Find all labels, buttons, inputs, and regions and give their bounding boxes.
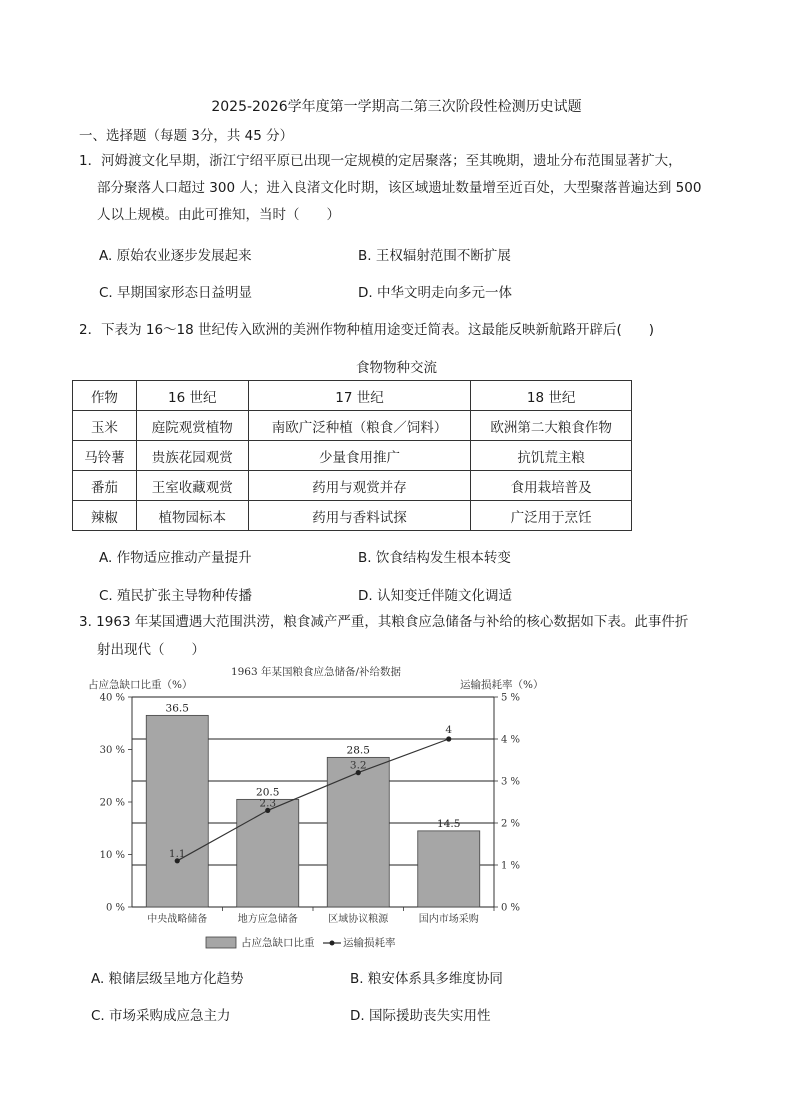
q2-option-a[interactable]: A. 作物适应推动产量提升 bbox=[99, 550, 252, 566]
table-cell: 欧洲第二大粮食作物 bbox=[471, 411, 632, 441]
right-axis-tick-label: 0 % bbox=[501, 902, 521, 914]
q2-option-b[interactable]: B. 饮食结构发生根本转变 bbox=[358, 550, 511, 566]
q3-stem-line-2: 射出现代（ ） bbox=[97, 642, 205, 658]
crop-table bbox=[72, 380, 632, 531]
q1-option-a[interactable]: A. 原始农业逐步发展起来 bbox=[99, 248, 252, 264]
table-cell: 马铃薯 bbox=[73, 441, 137, 471]
bar-4 bbox=[418, 831, 480, 907]
table-cell: 广泛用于烹饪 bbox=[471, 501, 632, 531]
table-cell: 南欧广泛种植（粮食／饲料） bbox=[248, 411, 471, 441]
q3-option-b[interactable]: B. 粮安体系具多维度协同 bbox=[350, 971, 503, 987]
q3-stem-line-1: 3. 1963 年某国遭遇大范围洪涝，粮食减产严重，其粮食应急储备与补给的核心数据如下表。此事件折 bbox=[79, 614, 689, 630]
category-label: 区域协议粮源 bbox=[328, 914, 389, 925]
q3-option-a[interactable]: A. 粮储层级呈地方化趋势 bbox=[91, 971, 244, 987]
q1-option-c[interactable]: C. 早期国家形态日益明显 bbox=[99, 285, 253, 301]
table-cell: 贵族花园观赏 bbox=[136, 441, 248, 471]
table-header-cell: 17 世纪 bbox=[248, 381, 471, 411]
loss-rate-label: 1.1 bbox=[168, 847, 186, 860]
legend-bar-label: 占应急缺口比重 bbox=[241, 937, 315, 949]
table-cell: 王室收藏观赏 bbox=[136, 471, 248, 501]
q2-table-title: 食物物种交流 bbox=[356, 360, 437, 376]
q2-stem: 2．下表为 16～18 世纪传入欧洲的美洲作物种植用途变迁简表。这最能反映新航路开辟后( ) bbox=[79, 322, 655, 338]
loss-rate-label: 3.2 bbox=[349, 759, 367, 772]
table-cell: 少量食用推广 bbox=[248, 441, 471, 471]
left-axis-tick-label: 20 % bbox=[99, 797, 125, 809]
table-cell: 药用与观赏并存 bbox=[248, 471, 471, 501]
q1-stem-line-1: 1．河姆渡文化早期，浙江宁绍平原已出现一定规模的定居聚落；至其晚期，遗址分布范围显著扩大， bbox=[79, 153, 682, 169]
loss-rate-label: 4 bbox=[445, 724, 453, 736]
loss-rate-label: 2.3 bbox=[259, 797, 277, 810]
right-axis-tick-label: 1 % bbox=[501, 860, 521, 872]
loss-rate-line bbox=[177, 739, 449, 861]
left-axis-tick-label: 40 % bbox=[99, 692, 125, 704]
bar-value-label: 14.5 bbox=[437, 817, 461, 830]
section-heading: 一、选择题（每题 3分，共 45 分） bbox=[79, 128, 294, 144]
right-axis-tick-label: 5 % bbox=[501, 692, 521, 704]
table-header-cell: 18 世纪 bbox=[471, 381, 632, 411]
table-cell: 药用与香料试探 bbox=[248, 501, 471, 531]
legend-bar-swatch bbox=[206, 937, 236, 948]
bar-value-label: 36.5 bbox=[165, 702, 189, 715]
q1-stem-line-2: 部分聚落人口超过 300 人；进入良渚文化时期，该区域遗址数量增至近百处，大型聚落普遍达到 500 bbox=[97, 180, 702, 196]
table-cell: 抗饥荒主粮 bbox=[471, 441, 632, 471]
bar-value-label: 20.5 bbox=[256, 786, 280, 799]
q3-option-d[interactable]: D. 国际援助丧失实用性 bbox=[350, 1008, 491, 1024]
category-label: 国内市场采购 bbox=[418, 914, 479, 925]
legend-line-marker bbox=[330, 941, 335, 946]
category-label: 地方应急储备 bbox=[237, 914, 298, 925]
table-cell: 番茄 bbox=[73, 471, 137, 501]
chart-right-axis-label: 运输损耗率（%） bbox=[460, 679, 544, 691]
left-axis-tick-label: 0 % bbox=[105, 902, 125, 914]
table-cell: 辣椒 bbox=[73, 501, 137, 531]
bar-1 bbox=[146, 715, 208, 907]
q3-option-c[interactable]: C. 市场采购成应急主力 bbox=[91, 1008, 231, 1024]
left-axis-tick-label: 10 % bbox=[99, 850, 125, 861]
q2-option-c[interactable]: C. 殖民扩张主导物种传播 bbox=[99, 588, 253, 604]
table-header-cell: 作物 bbox=[73, 381, 137, 411]
table-header-cell: 16 世纪 bbox=[136, 381, 248, 411]
table-cell: 玉米 bbox=[73, 411, 137, 441]
chart-title: 1963 年某国粮食应急储备/补给数据 bbox=[230, 666, 402, 678]
chart-loss-line bbox=[175, 736, 452, 863]
bar-value-label: 28.5 bbox=[346, 744, 370, 757]
right-axis-tick-label: 2 % bbox=[501, 818, 521, 830]
table-cell: 食用栽培普及 bbox=[471, 471, 632, 501]
left-axis-tick-label: 30 % bbox=[99, 745, 125, 756]
table-row bbox=[73, 411, 632, 441]
table-cell: 植物园标本 bbox=[136, 501, 248, 531]
q1-option-b[interactable]: B. 王权辐射范围不断扩展 bbox=[358, 248, 511, 264]
table-cell: 庭院观赏植物 bbox=[136, 411, 248, 441]
table-header-row bbox=[73, 381, 632, 411]
table-row bbox=[73, 501, 632, 531]
q1-stem-line-3: 人以上规模。由此可推知，当时（ ） bbox=[97, 207, 340, 223]
chart-bars bbox=[146, 715, 480, 907]
bar-2 bbox=[237, 799, 299, 907]
q2-option-d[interactable]: D. 认知变迁伴随文化调适 bbox=[358, 588, 512, 604]
table-row bbox=[73, 441, 632, 471]
q1-option-d[interactable]: D. 中华文明走向多元一体 bbox=[358, 285, 512, 301]
right-axis-tick-label: 3 % bbox=[501, 776, 521, 788]
category-label: 中央战略储备 bbox=[147, 914, 208, 925]
grain-reserve-chart bbox=[0, 655, 793, 955]
bar-3 bbox=[327, 757, 389, 907]
loss-rate-point bbox=[446, 736, 451, 741]
right-axis-tick-label: 4 % bbox=[501, 734, 521, 746]
legend-line-label: 运输损耗率 bbox=[343, 937, 396, 949]
chart-left-axis-label: 占应急缺口比重（%） bbox=[88, 679, 193, 691]
exam-title: 2025-2026学年度第一学期高二第三次阶段性检测历史试题 bbox=[211, 99, 582, 115]
table-row bbox=[73, 471, 632, 501]
